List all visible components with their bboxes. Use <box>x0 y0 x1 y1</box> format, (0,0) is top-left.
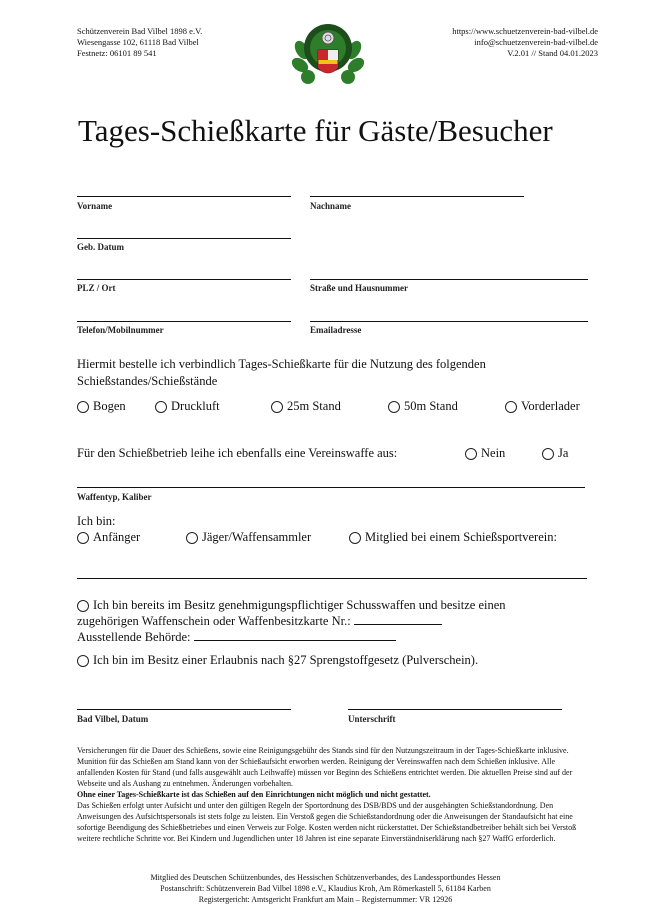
strasse-input[interactable] <box>310 279 588 280</box>
option-label: Ja <box>558 446 569 460</box>
club-contact-block <box>452 26 598 59</box>
status-option-mitglied[interactable] <box>349 530 557 545</box>
option-label: Bogen <box>93 399 126 413</box>
license-number-input[interactable] <box>354 614 442 625</box>
waffentyp-label: Waffentyp, Kaliber <box>77 492 152 502</box>
club-name: Schützenverein Bad Vilbel 1898 e.V. <box>77 26 203 36</box>
footer-register: Registergericht: Amtsgericht Frankfurt am Main – Registernummer: VR 12926 <box>198 895 453 904</box>
geburtsdatum-label: Geb. Datum <box>77 242 124 252</box>
nachname-input[interactable] <box>310 196 524 197</box>
status-option-jaeger[interactable] <box>186 530 311 545</box>
terms-paragraph-1: Versicherungen für die Dauer des Schießens, sowie eine Reinigungsgebühr des Stands sind für den Nutzungszeitraum in der Tages-Schießkarte inklusive. Munition für das Schießen am Stand kann von der Schießaufsicht erworben werden. Reinigung der Vereinswaffen nach dem Schießen inklusive. Alle anfallenden Kosten für Stand (und falls ausgewählt auch Leihwaffe) müssen vor Beginn des Schießens entrichtet werden. Die aktuellen Preise sind auf der Webseite und als Aushang zu entnehmen. Änderungen vorbehalten. <box>77 746 573 788</box>
radio-circle-icon[interactable] <box>77 532 89 544</box>
footer-postal-address: Postanschrift: Schützenverein Bad Vilbel 1898 e.V., Klaudius Kroh, Am Römerkastell 5, 61184 Karben <box>160 884 491 893</box>
radio-circle-icon[interactable] <box>186 532 198 544</box>
permit-option-waffenschein[interactable] <box>77 598 506 613</box>
crest-icon <box>292 20 364 88</box>
vorname-label: Vorname <box>77 201 113 211</box>
signature-label: Unterschrift <box>348 714 396 724</box>
club-phone: Festnetz: 06101 89 541 <box>77 48 157 58</box>
range-option-vorderlader[interactable] <box>505 399 580 414</box>
status-option-anfaenger[interactable] <box>77 530 140 545</box>
option-label: Anfänger <box>93 530 141 544</box>
verein-name-input[interactable] <box>77 578 587 579</box>
radio-circle-icon[interactable] <box>388 401 400 413</box>
permit-option-pulverschein[interactable] <box>77 653 478 668</box>
club-email[interactable]: info@schuetzenverein-bad-vilbel.de <box>474 37 598 47</box>
option-label: Vorderlader <box>521 399 580 413</box>
club-street: Wiesengasse 102, 61118 Bad Vilbel <box>77 37 199 47</box>
vorname-input[interactable] <box>77 196 291 197</box>
range-option-50m[interactable] <box>388 399 458 414</box>
booking-intro-line2: Schießstandes/Schießstände <box>77 374 218 388</box>
license-number-label: zugehörigen Waffenschein oder Waffenbesitzkarte Nr.: <box>77 614 351 628</box>
radio-circle-icon[interactable] <box>465 448 477 460</box>
geburtsdatum-input[interactable] <box>77 238 291 239</box>
radio-circle-icon[interactable] <box>77 401 89 413</box>
radio-circle-icon[interactable] <box>542 448 554 460</box>
club-address-block <box>77 26 202 59</box>
permit-license-line2 <box>77 614 442 629</box>
page-title: Tages-Schießkarte für Gäste/Besucher <box>78 113 553 148</box>
plz-ort-input[interactable] <box>77 279 291 280</box>
authority-input[interactable] <box>194 630 396 641</box>
radio-circle-icon[interactable] <box>271 401 283 413</box>
option-label: Ich bin bereits im Besitz genehmigungspflichtiger Schusswaffen und besitze einen <box>93 598 506 612</box>
club-website[interactable]: https://www.schuetzenverein-bad-vilbel.de <box>452 26 598 36</box>
option-label: 50m Stand <box>404 399 458 413</box>
range-option-25m[interactable] <box>271 399 341 414</box>
page-footer <box>0 872 651 905</box>
radio-circle-icon[interactable] <box>155 401 167 413</box>
option-label: Ich bin im Besitz einer Erlaubnis nach §27 Sprengstoffgesetz (Pulverschein). <box>93 653 479 667</box>
terms-paragraph-2: Das Schießen erfolgt unter Aufsicht und unter den gültigen Regeln der Sportordnung des DSB/BDS und der ausgehängten Schießstandordnung. Den Anweisungen des Aufsichtspersonals ist stets folge zu leisten. Ein Verstoß gegen die Schießstandordnung oder die Anweisungen der Standaufsicht hat eine sofortige Beendigung des Schießbetriebes und einen Verweis zur Folge. Kosten werden nicht rückerstattet. Der Schießstandbetreiber behält sich bei Verstoß weitere rechtliche Schritte vor. Bei Kindern und Jugendlichen unter 18 Jahren ist eine separate Einverständniserklärung nach §27 WaffG erforderlich. <box>77 801 577 843</box>
terms-bold-notice: Ohne einer Tages-Schießkarte ist das Schießen auf den Einrichtungen nicht möglich und nicht gestattet. <box>77 790 431 799</box>
terms-text <box>77 745 593 844</box>
place-date-label: Bad Vilbel, Datum <box>77 714 149 724</box>
option-label: Mitglied bei einem Schießsportverein: <box>365 530 557 544</box>
weapon-rental-question: Für den Schießbetrieb leihe ich ebenfalls eine Vereinswaffe aus: <box>77 446 398 460</box>
radio-circle-icon[interactable] <box>505 401 517 413</box>
plz-ort-label: PLZ / Ort <box>77 283 116 293</box>
email-label: Emailadresse <box>310 325 362 335</box>
authority-label: Ausstellende Behörde: <box>77 630 191 644</box>
nachname-label: Nachname <box>310 201 351 211</box>
range-option-druckluft[interactable] <box>155 399 220 414</box>
booking-intro-line1: Hiermit bestelle ich verbindlich Tages-Schießkarte für die Nutzung des folgenden <box>77 357 486 371</box>
telefon-label: Telefon/Mobilnummer <box>77 325 164 335</box>
radio-circle-icon[interactable] <box>349 532 361 544</box>
footer-membership: Mitglied des Deutschen Schützenbundes, des Hessischen Schützenverbandes, des Landessportbundes Hessen <box>150 873 501 882</box>
range-option-bogen[interactable] <box>77 399 126 414</box>
rental-option-ja[interactable] <box>542 446 568 461</box>
waffentyp-input[interactable] <box>77 487 585 488</box>
option-label: Nein <box>481 446 506 460</box>
permit-authority-line <box>77 630 396 645</box>
club-crest-logo <box>292 20 364 88</box>
option-label: Jäger/Waffensammler <box>202 530 312 544</box>
strasse-label: Straße und Hausnummer <box>310 283 409 293</box>
telefon-input[interactable] <box>77 321 291 322</box>
status-label: Ich bin: <box>77 514 116 528</box>
option-label: 25m Stand <box>287 399 341 413</box>
radio-circle-icon[interactable] <box>77 600 89 612</box>
document-version: V.2.01 // Stand 04.01.2023 <box>507 48 598 58</box>
signature-input[interactable] <box>348 709 562 710</box>
option-label: Druckluft <box>171 399 220 413</box>
email-input[interactable] <box>310 321 588 322</box>
radio-circle-icon[interactable] <box>77 655 89 667</box>
place-date-input[interactable] <box>77 709 291 710</box>
rental-option-nein[interactable] <box>465 446 505 461</box>
